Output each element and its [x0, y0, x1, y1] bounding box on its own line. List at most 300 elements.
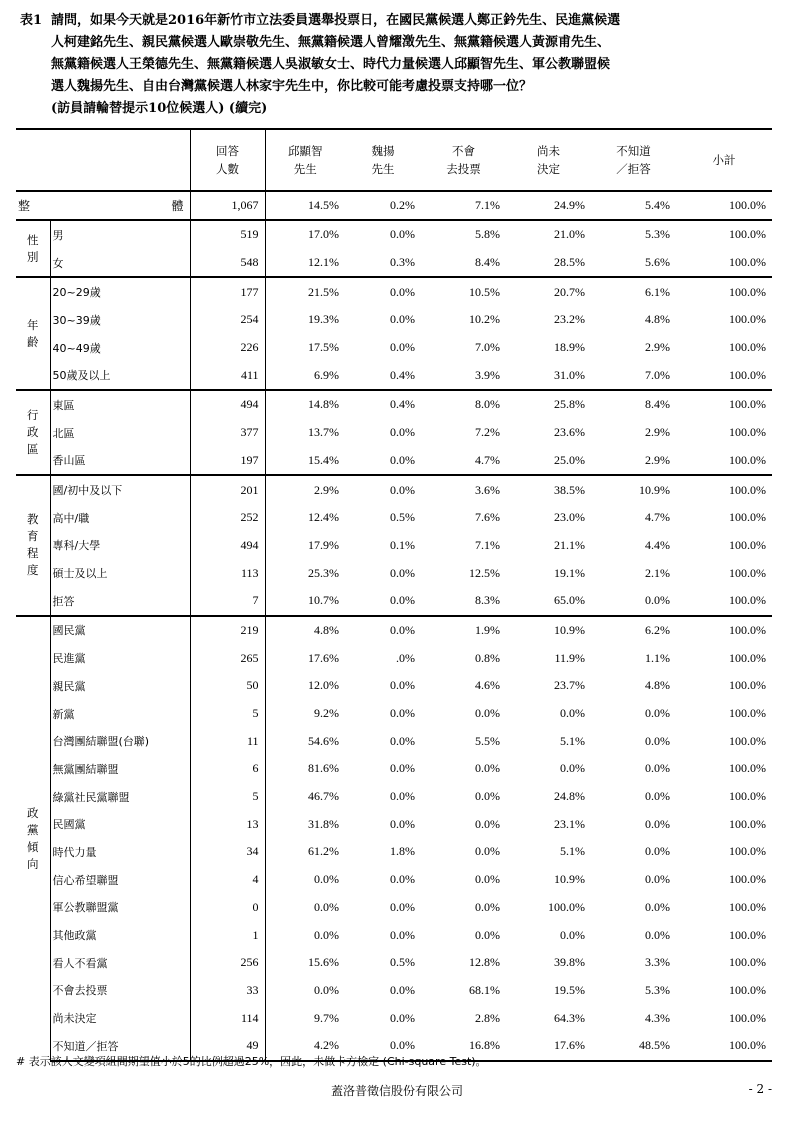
- table-row: [16, 447, 772, 476]
- data-cell: 31.8%: [308, 816, 339, 831]
- table-row: [16, 921, 772, 949]
- data-cell: 0.0%: [314, 899, 339, 914]
- data-cell: 10.2%: [469, 312, 500, 327]
- data-cell: 0.0%: [390, 340, 415, 355]
- data-cell: 3.3%: [645, 955, 670, 970]
- data-cell: 0.0%: [475, 844, 500, 859]
- data-cell: 0.3%: [390, 255, 415, 270]
- data-cell: 0.0%: [390, 982, 415, 997]
- data-cell: 3.9%: [475, 367, 500, 382]
- group-label-char: 黨: [27, 822, 39, 837]
- data-cell: 3.6%: [421, 475, 506, 504]
- data-cell: 18.9%: [554, 340, 585, 355]
- group-label-char: 程: [27, 546, 39, 561]
- row-label: 信心希望聯盟: [50, 866, 190, 894]
- data-cell: 23.7%: [554, 678, 585, 693]
- data-cell: 100.0%: [676, 390, 772, 419]
- data-cell: 494: [190, 532, 265, 560]
- data-cell: 19.3%: [308, 312, 339, 327]
- data-cell: 5.3%: [645, 982, 670, 997]
- data-cell: 0.0%: [345, 616, 421, 645]
- group-label-char: 政: [27, 805, 39, 820]
- data-cell: 2.9%: [265, 475, 345, 504]
- data-cell: 14.8%: [265, 390, 345, 419]
- header-cell: 小計: [676, 129, 772, 191]
- data-cell: 177: [190, 277, 265, 306]
- data-cell: 11: [190, 727, 265, 755]
- data-cell: 50: [190, 672, 265, 700]
- data-cell: 5.6%: [645, 255, 670, 270]
- data-cell: 0.0%: [390, 593, 415, 608]
- data-cell: 5.5%: [475, 733, 500, 748]
- row-label: 不會去投票: [50, 977, 190, 1005]
- data-cell: 0.4%: [390, 367, 415, 382]
- data-cell: 15.6%: [308, 955, 339, 970]
- group-label-char: 政: [27, 425, 39, 440]
- row-label: 北區: [50, 419, 190, 447]
- data-cell: 0.0%: [390, 706, 415, 721]
- data-cell: 0.0%: [475, 789, 500, 804]
- data-cell: 8.0%: [421, 390, 506, 419]
- data-cell: 0.1%: [390, 537, 415, 552]
- table-row: [16, 810, 772, 838]
- data-cell: 100.0%: [729, 565, 766, 580]
- row-label: 男: [50, 220, 190, 249]
- data-cell: 12.4%: [308, 510, 339, 525]
- row-label: 綠黨社民黨聯盟: [50, 783, 190, 811]
- data-cell: 100.0%: [729, 844, 766, 859]
- data-cell: 81.6%: [308, 761, 339, 776]
- data-cell: 8.3%: [475, 593, 500, 608]
- data-cell: 100.0%: [729, 510, 766, 525]
- group-label-char: 教: [27, 512, 39, 527]
- data-cell: 20.7%: [506, 277, 591, 306]
- data-cell: 11.9%: [554, 650, 585, 665]
- header-cell: 不知道 ／拒答: [591, 129, 676, 191]
- data-cell: 100.0%: [729, 872, 766, 887]
- data-cell: 0.0%: [475, 899, 500, 914]
- data-cell: 201: [190, 475, 265, 504]
- data-cell: 100.0%: [729, 425, 766, 440]
- data-cell: 100.0%: [729, 982, 766, 997]
- data-cell: 2.8%: [475, 1010, 500, 1025]
- data-cell: 100.0%: [729, 927, 766, 942]
- table-row: [16, 672, 772, 700]
- data-cell: 252: [190, 504, 265, 532]
- data-cell: 12.5%: [469, 565, 500, 580]
- data-cell: 33: [190, 977, 265, 1005]
- group-label-char: 齡: [27, 334, 39, 349]
- data-cell: 2.1%: [645, 565, 670, 580]
- data-cell: 25.8%: [506, 390, 591, 419]
- total-label: [16, 191, 190, 220]
- row-label: 民國黨: [50, 810, 190, 838]
- data-cell: 16.8%: [421, 1032, 506, 1061]
- data-cell: 0.0%: [314, 927, 339, 942]
- group-label: [16, 616, 50, 1061]
- data-cell: 0.0%: [390, 565, 415, 580]
- data-cell: 2.9%: [645, 340, 670, 355]
- row-label: 拒答: [50, 587, 190, 616]
- data-cell: 0.0%: [390, 452, 415, 467]
- data-cell: 5: [190, 700, 265, 728]
- data-cell: 6.9%: [314, 367, 339, 382]
- data-cell: 0.5%: [390, 955, 415, 970]
- data-cell: 0.0%: [560, 927, 585, 942]
- data-cell: 548: [190, 249, 265, 278]
- row-label: 40~49歲: [50, 334, 190, 362]
- data-cell: 0.0%: [475, 706, 500, 721]
- data-cell: 0.0%: [645, 706, 670, 721]
- data-cell: 100.0%: [729, 367, 766, 382]
- row-label: 不知道／拒答: [50, 1032, 190, 1061]
- data-cell: 4.3%: [645, 1010, 670, 1025]
- data-cell: 49: [190, 1032, 265, 1061]
- data-cell: 0.0%: [345, 1032, 421, 1061]
- data-cell: 0.0%: [645, 789, 670, 804]
- data-cell: 0.0%: [390, 312, 415, 327]
- table-row: [16, 559, 772, 587]
- data-cell: 68.1%: [469, 982, 500, 997]
- data-cell: 226: [190, 334, 265, 362]
- data-cell: 5.3%: [591, 220, 676, 249]
- data-cell: 219: [190, 616, 265, 645]
- data-cell: 100.0%: [729, 955, 766, 970]
- data-cell: 100.0%: [729, 537, 766, 552]
- data-cell: 0.0%: [645, 844, 670, 859]
- data-cell: 0.0%: [645, 816, 670, 831]
- data-cell: 100.0%: [729, 1010, 766, 1025]
- table-row: [16, 866, 772, 894]
- data-cell: 100.0%: [676, 1032, 772, 1061]
- data-cell: 265: [190, 644, 265, 672]
- data-cell: 114: [190, 1004, 265, 1032]
- data-cell: 46.7%: [308, 789, 339, 804]
- data-cell: 17.9%: [308, 537, 339, 552]
- data-cell: 0.0%: [390, 816, 415, 831]
- data-cell: 4.7%: [645, 510, 670, 525]
- data-cell: 494: [190, 390, 265, 419]
- row-label: 東區: [50, 390, 190, 419]
- data-cell: 0.0%: [560, 761, 585, 776]
- data-cell: 19.5%: [554, 982, 585, 997]
- data-cell: 25.0%: [554, 452, 585, 467]
- group-label-char: 區: [27, 442, 39, 457]
- group-label: [16, 475, 50, 615]
- row-label: 台灣團結聯盟(台聯): [50, 727, 190, 755]
- data-cell: 0.0%: [645, 927, 670, 942]
- row-label: 時代力量: [50, 838, 190, 866]
- data-cell: 0.0%: [645, 872, 670, 887]
- total-value: 100.0%: [676, 191, 772, 220]
- data-cell: 0.0%: [475, 872, 500, 887]
- table-row: [16, 727, 772, 755]
- group-label-char: 別: [27, 249, 39, 264]
- table-row: [16, 249, 772, 278]
- data-cell: 24.8%: [554, 789, 585, 804]
- table-row: [16, 700, 772, 728]
- data-cell: .0%: [396, 650, 415, 665]
- data-cell: 0: [190, 894, 265, 922]
- table-row: [16, 977, 772, 1005]
- data-cell: 39.8%: [554, 955, 585, 970]
- data-cell: 2.9%: [645, 452, 670, 467]
- row-label: 軍公教聯盟黨: [50, 894, 190, 922]
- data-cell: 10.5%: [421, 277, 506, 306]
- table-row: [16, 277, 772, 306]
- data-cell: 0.0%: [390, 733, 415, 748]
- data-cell: 100.0%: [729, 593, 766, 608]
- data-cell: 23.2%: [554, 312, 585, 327]
- data-cell: 0.0%: [390, 761, 415, 776]
- table-row: [16, 644, 772, 672]
- data-cell: 1.8%: [390, 844, 415, 859]
- data-cell: 34: [190, 838, 265, 866]
- table-row: [16, 419, 772, 447]
- data-cell: 15.4%: [308, 452, 339, 467]
- data-cell: 23.6%: [554, 425, 585, 440]
- data-cell: 100.0%: [729, 340, 766, 355]
- data-cell: 5.1%: [560, 844, 585, 859]
- data-cell: 4.8%: [265, 616, 345, 645]
- data-cell: 10.9%: [591, 475, 676, 504]
- group-label-char: 向: [27, 856, 39, 871]
- data-cell: 5: [190, 783, 265, 811]
- table-row: [16, 334, 772, 362]
- header-cell: 魏揚 先生: [345, 129, 421, 191]
- group-label: [16, 390, 50, 475]
- group-label-char: 度: [27, 563, 39, 578]
- data-cell: 0.0%: [390, 425, 415, 440]
- data-cell: 0.0%: [390, 872, 415, 887]
- table-row: [16, 504, 772, 532]
- data-cell: 23.0%: [554, 510, 585, 525]
- table-body: [16, 191, 772, 1061]
- row-label: 30~39歲: [50, 306, 190, 334]
- data-cell: 38.5%: [506, 475, 591, 504]
- data-cell: 519: [190, 220, 265, 249]
- data-cell: 12.0%: [308, 678, 339, 693]
- data-cell: 0.8%: [475, 650, 500, 665]
- total-value: 14.5%: [265, 191, 345, 220]
- table-row: [16, 783, 772, 811]
- data-cell: 100.0%: [729, 789, 766, 804]
- row-label: 無黨團結聯盟: [50, 755, 190, 783]
- question-text: 請問，如果今天就是2016年新竹市立法委員選舉投票日，在國民黨候選人鄭正鈐先生、民進黨候選 人柯建銘先生、親民黨候選人歐崇敬先生、無黨籍候選人曾耀澂先生、無黨籍候選人黃源甫先生、 無黨籍候選人王榮德先生、無黨籍候選人吳淑敏女士、時代力量候選人邱顯智先生、軍公教聯盟候 選人魏揚先生、自由台灣黨候選人林家宇先生中，你比較可能考慮投票支持哪一位？ (訪員請輪替提示10位候選人) (續完): [51, 13, 621, 116]
- total-value: 1,067: [190, 191, 265, 220]
- header-row: [16, 129, 772, 191]
- data-cell: 100.0%: [729, 816, 766, 831]
- data-cell: 0.0%: [475, 761, 500, 776]
- total-value: 24.9%: [506, 191, 591, 220]
- total-value: 7.1%: [421, 191, 506, 220]
- header-corner: [16, 129, 190, 191]
- table-number: 表1: [20, 13, 43, 28]
- data-cell: 19.1%: [554, 565, 585, 580]
- data-cell: 100.0%: [676, 220, 772, 249]
- row-label: 看人不看黨: [50, 949, 190, 977]
- group-label-char: 年: [27, 317, 39, 332]
- row-label: 尚未決定: [50, 1004, 190, 1032]
- crosstab-table: [16, 128, 772, 1062]
- data-cell: 0.0%: [475, 816, 500, 831]
- data-cell: 12.8%: [469, 955, 500, 970]
- total-value: 5.4%: [591, 191, 676, 220]
- data-cell: 10.9%: [506, 616, 591, 645]
- data-cell: 4.6%: [475, 678, 500, 693]
- data-cell: 25.3%: [308, 565, 339, 580]
- data-cell: 100.0%: [729, 678, 766, 693]
- data-cell: 4.2%: [265, 1032, 345, 1061]
- row-label: 香山區: [50, 447, 190, 476]
- row-label: 20~29歲: [50, 277, 190, 306]
- table-row: [16, 755, 772, 783]
- data-cell: 4.7%: [475, 452, 500, 467]
- data-cell: 411: [190, 361, 265, 390]
- data-cell: 0.0%: [645, 899, 670, 914]
- data-cell: 100.0%: [729, 650, 766, 665]
- data-cell: 9.7%: [314, 1010, 339, 1025]
- page-number: - 2 -: [748, 1082, 772, 1096]
- data-cell: 256: [190, 949, 265, 977]
- table-row: [16, 894, 772, 922]
- row-label: 女: [50, 249, 190, 278]
- data-cell: 17.5%: [308, 340, 339, 355]
- data-cell: 377: [190, 419, 265, 447]
- data-cell: 23.1%: [554, 816, 585, 831]
- data-cell: 100.0%: [676, 616, 772, 645]
- data-cell: 0.0%: [314, 872, 339, 887]
- group-label-char: 性: [27, 232, 39, 247]
- data-cell: 13.7%: [308, 425, 339, 440]
- group-label: [16, 277, 50, 390]
- data-cell: 7.0%: [475, 340, 500, 355]
- data-cell: 197: [190, 447, 265, 476]
- data-cell: 7.1%: [475, 537, 500, 552]
- data-cell: 31.0%: [554, 367, 585, 382]
- data-cell: 5.1%: [560, 733, 585, 748]
- data-cell: 100.0%: [676, 475, 772, 504]
- row-label: 國民黨: [50, 616, 190, 645]
- data-cell: 0.0%: [345, 220, 421, 249]
- table-title: [20, 10, 780, 120]
- data-cell: 100.0%: [729, 706, 766, 721]
- data-cell: 4.8%: [645, 678, 670, 693]
- total-row: [16, 191, 772, 220]
- row-label: 專科/大學: [50, 532, 190, 560]
- data-cell: 100.0%: [548, 899, 585, 914]
- data-cell: 9.2%: [314, 706, 339, 721]
- row-label: 碩士及以上: [50, 559, 190, 587]
- table-row: [16, 220, 772, 249]
- data-cell: 61.2%: [308, 844, 339, 859]
- group-label-char: 育: [27, 529, 39, 544]
- table-row: [16, 390, 772, 419]
- table-row: [16, 1004, 772, 1032]
- total-label-right: 體: [171, 199, 184, 213]
- table-row: [16, 306, 772, 334]
- data-cell: 0.0%: [645, 593, 670, 608]
- data-cell: 7.6%: [475, 510, 500, 525]
- data-cell: 0.0%: [314, 982, 339, 997]
- table-row: [16, 475, 772, 504]
- data-cell: 0.5%: [390, 510, 415, 525]
- data-cell: 10.7%: [308, 593, 339, 608]
- data-cell: 21.1%: [554, 537, 585, 552]
- data-cell: 0.0%: [645, 733, 670, 748]
- data-cell: 0.4%: [345, 390, 421, 419]
- data-cell: 28.5%: [554, 255, 585, 270]
- data-cell: 0.0%: [390, 678, 415, 693]
- data-cell: 12.1%: [308, 255, 339, 270]
- header-cell: 尚未 決定: [506, 129, 591, 191]
- table-row: [16, 587, 772, 616]
- data-cell: 2.9%: [645, 425, 670, 440]
- data-cell: 17.6%: [308, 650, 339, 665]
- data-cell: 0.0%: [345, 475, 421, 504]
- row-label: 高中/職: [50, 504, 190, 532]
- data-cell: 17.0%: [265, 220, 345, 249]
- total-value: 0.2%: [345, 191, 421, 220]
- data-cell: 100.0%: [729, 312, 766, 327]
- row-label: 50歲及以上: [50, 361, 190, 390]
- data-cell: 100.0%: [729, 452, 766, 467]
- data-cell: 6.2%: [591, 616, 676, 645]
- data-cell: 254: [190, 306, 265, 334]
- data-cell: 6: [190, 755, 265, 783]
- table-row: [16, 949, 772, 977]
- data-cell: 113: [190, 559, 265, 587]
- header-cell: 不會 去投票: [421, 129, 506, 191]
- data-cell: 1.9%: [421, 616, 506, 645]
- data-cell: 0.0%: [390, 1010, 415, 1025]
- data-cell: 8.4%: [475, 255, 500, 270]
- data-cell: 1.1%: [645, 650, 670, 665]
- data-cell: 17.6%: [506, 1032, 591, 1061]
- data-cell: 0.0%: [645, 761, 670, 776]
- row-label: 國/初中及以下: [50, 475, 190, 504]
- data-cell: 7.2%: [475, 425, 500, 440]
- data-cell: 100.0%: [676, 277, 772, 306]
- data-cell: 100.0%: [729, 899, 766, 914]
- data-cell: 5.8%: [421, 220, 506, 249]
- data-cell: 65.0%: [554, 593, 585, 608]
- data-cell: 10.9%: [554, 872, 585, 887]
- row-label: 其他政黨: [50, 921, 190, 949]
- data-cell: 0.0%: [390, 899, 415, 914]
- data-cell: 100.0%: [729, 255, 766, 270]
- data-cell: 64.3%: [554, 1010, 585, 1025]
- table-row: [16, 616, 772, 645]
- data-cell: 6.1%: [591, 277, 676, 306]
- data-cell: 0.0%: [475, 927, 500, 942]
- data-cell: 100.0%: [729, 733, 766, 748]
- data-cell: 4.4%: [645, 537, 670, 552]
- data-cell: 7.0%: [645, 367, 670, 382]
- data-cell: 0.0%: [345, 277, 421, 306]
- data-cell: 21.5%: [265, 277, 345, 306]
- data-cell: 54.6%: [308, 733, 339, 748]
- data-cell: 8.4%: [591, 390, 676, 419]
- group-label-char: 行: [27, 408, 39, 423]
- data-cell: 4.8%: [645, 312, 670, 327]
- table-row: [16, 361, 772, 390]
- data-cell: 48.5%: [591, 1032, 676, 1061]
- data-cell: 13: [190, 810, 265, 838]
- data-cell: 1: [190, 921, 265, 949]
- data-cell: 0.0%: [560, 706, 585, 721]
- table-row: [16, 838, 772, 866]
